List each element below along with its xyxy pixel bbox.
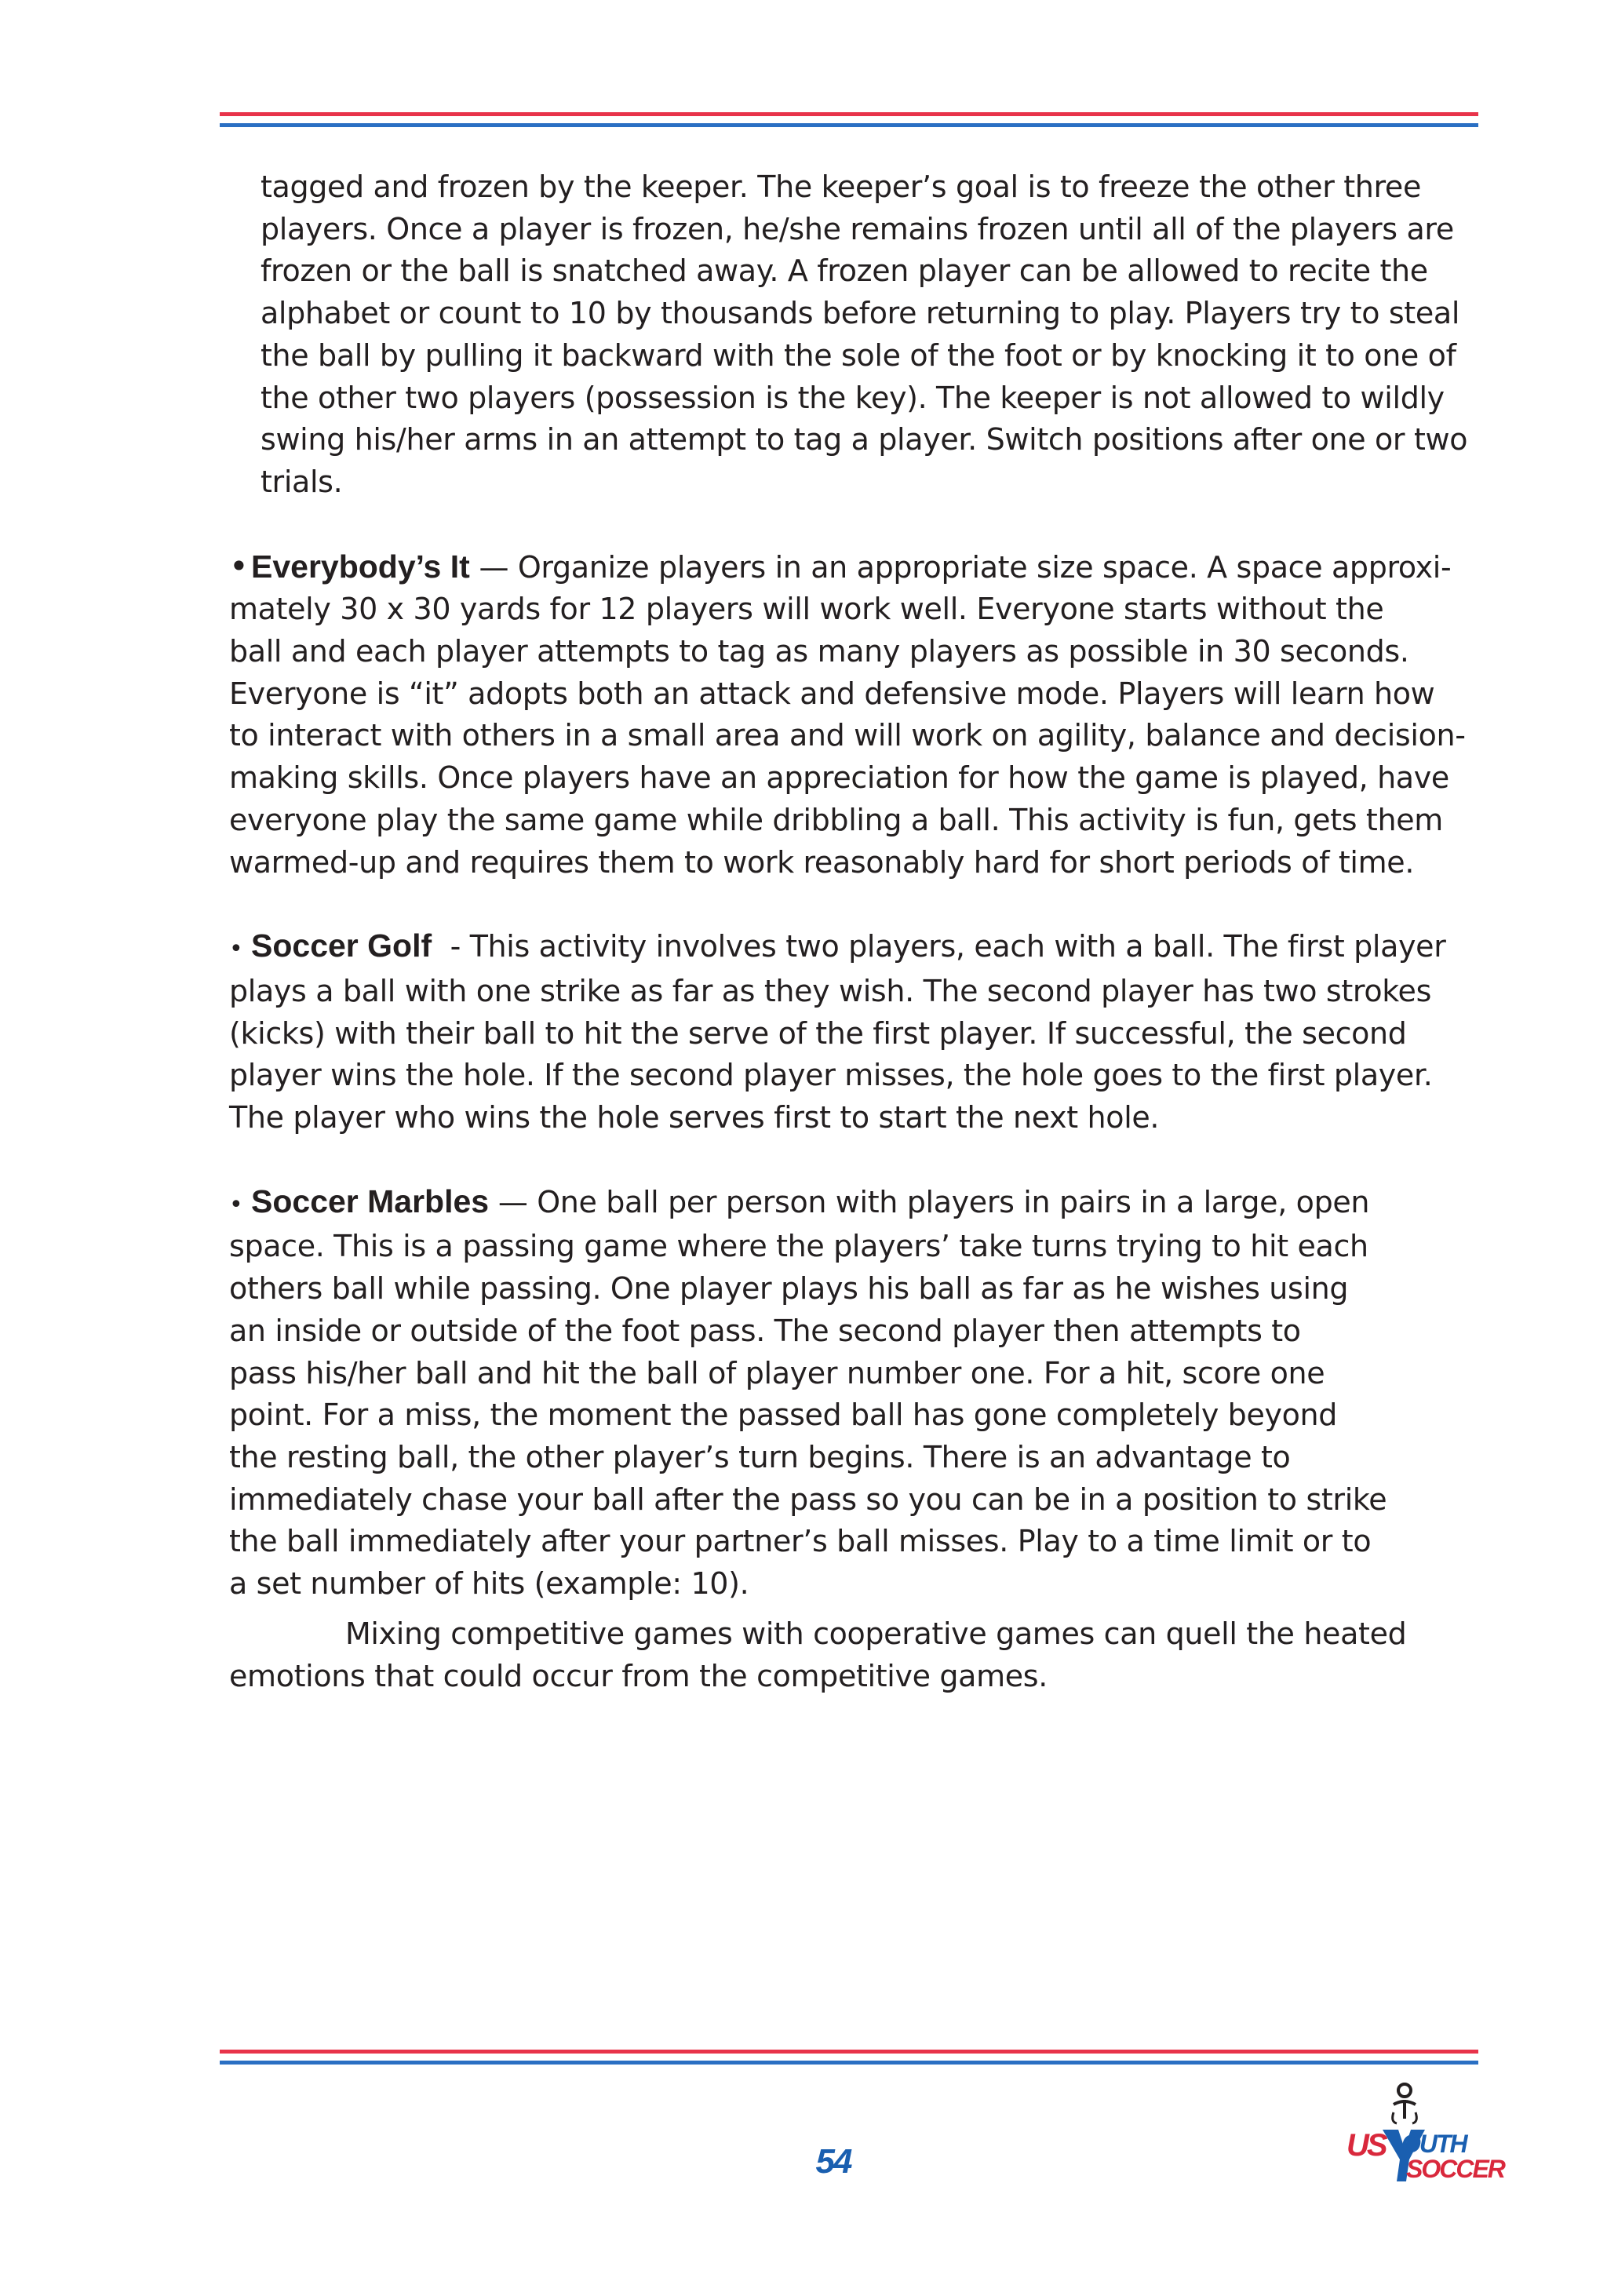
text-line: alphabet or count to 10 by thousands before returning to play. Players try to steal [261, 296, 1460, 331]
activity-separator: — [489, 1184, 537, 1219]
text-line: The player who wins the hole serves first to start the next hole. [229, 1100, 1160, 1135]
text-line: mately 30 x 30 yards for 12 players will work well. Everyone starts without the [229, 592, 1384, 627]
text-line: the other two players (possession is the key). The keeper is not allowed to wildly [261, 380, 1445, 415]
activity-title: Soccer Marbles [251, 1183, 490, 1219]
text-line: a set number of hits (example: 10). [229, 1566, 749, 1602]
page-number: 54 [815, 2142, 851, 2181]
activity-separator: - [432, 929, 470, 964]
activity-soccer-marbles [229, 1181, 1500, 1605]
text-line: space. This is a passing game where the players’ take turns trying to hit each [229, 1229, 1368, 1264]
activity-title: Soccer Golf [251, 928, 432, 964]
footer-rule [220, 2050, 1478, 2065]
bullet-icon: • [229, 1190, 243, 1219]
activity-separator: — [469, 549, 518, 585]
text-line: the ball immediately after your partner’s ball misses. Play to a time limit or to [229, 1524, 1372, 1559]
text-line: swing his/her arms in an attempt to tag a player. Switch positions after one or two [261, 422, 1468, 457]
text-line: plays a ball with one strike as far as they wish. The second player has two strokes [229, 973, 1432, 1008]
text-line: (kicks) with their ball to hit the serve of the first player. If successful, the second [229, 1015, 1407, 1051]
activity-soccer-golf [229, 925, 1500, 1139]
intro-paragraph [229, 166, 1500, 504]
activity-title: Everybody’s It [251, 548, 470, 585]
text-line: making skills. Once players have an appreciation for how the game is played, have [229, 760, 1449, 796]
text-line: others ball while passing. One player plays his ball as far as he wishes using [229, 1271, 1349, 1307]
page-body [229, 166, 1500, 1697]
text-line: warmed-up and requires them to work reasonably hard for short periods of time. [229, 844, 1415, 880]
text-line: pass his/her ball and hit the ball of player number one. For a hit, score one [229, 1355, 1325, 1390]
text-line: frozen or the ball is snatched away. A frozen player can be allowed to recite the [261, 253, 1428, 289]
text-line: One ball per person with players in pairs in a large, open [537, 1184, 1370, 1219]
text-line: to interact with others in a small area and will work on agility, balance and decision- [229, 718, 1466, 753]
activity-everybodys-it [229, 545, 1500, 884]
closing-paragraph [229, 1613, 1500, 1697]
text-line: Organize players in an appropriate size space. A space approxi- [517, 549, 1452, 585]
text-line: point. For a miss, the moment the passed ball has gone completely beyond [229, 1398, 1338, 1433]
header-rule [220, 112, 1478, 127]
bullet-icon: • [229, 546, 249, 585]
footer-rule-blue-line [220, 2061, 1478, 2065]
us-youth-soccer-logo [1346, 2081, 1504, 2199]
text-line: the ball by pulling it backward with the sole of the foot or by knocking it to one of [261, 337, 1456, 373]
text-line: Everyone is “it” adopts both an attack and defensive mode. Players will learn how [229, 676, 1435, 711]
bullet-icon: • [229, 935, 243, 964]
logo-youth-text: OUTH [1401, 2130, 1467, 2158]
logo-soccer-text: SOCCER [1406, 2155, 1504, 2183]
text-line: players. Once a player is frozen, he/she remains frozen until all of the players are [261, 211, 1454, 246]
text-line: everyone play the same game while dribbling a ball. This activity is fun, gets them [229, 802, 1443, 837]
text-line: This activity involves two players, each with a ball. The first player [469, 929, 1446, 964]
text-line: the resting ball, the other player’s turn begins. There is an advantage to [229, 1439, 1291, 1474]
text-line: trials. [261, 464, 343, 499]
text-line: Mixing competitive games with cooperative games can quell the heated [345, 1616, 1407, 1651]
text-line: an inside or outside of the foot pass. The second player then attempts to [229, 1313, 1301, 1348]
header-rule-blue-line [220, 123, 1478, 127]
logo-us-text: US [1346, 2128, 1386, 2163]
text-line: tagged and frozen by the keeper. The keeper’s goal is to freeze the other three [261, 169, 1421, 204]
text-line: player wins the hole. If the second player misses, the hole goes to the first player. [229, 1058, 1433, 1093]
text-line: immediately chase your ball after the pass so you can be in a position to strike [229, 1481, 1387, 1517]
text-line: ball and each player attempts to tag as many players as possible in 30 seconds. [229, 634, 1409, 669]
text-line: emotions that could occur from the competitive games. [229, 1658, 1048, 1693]
